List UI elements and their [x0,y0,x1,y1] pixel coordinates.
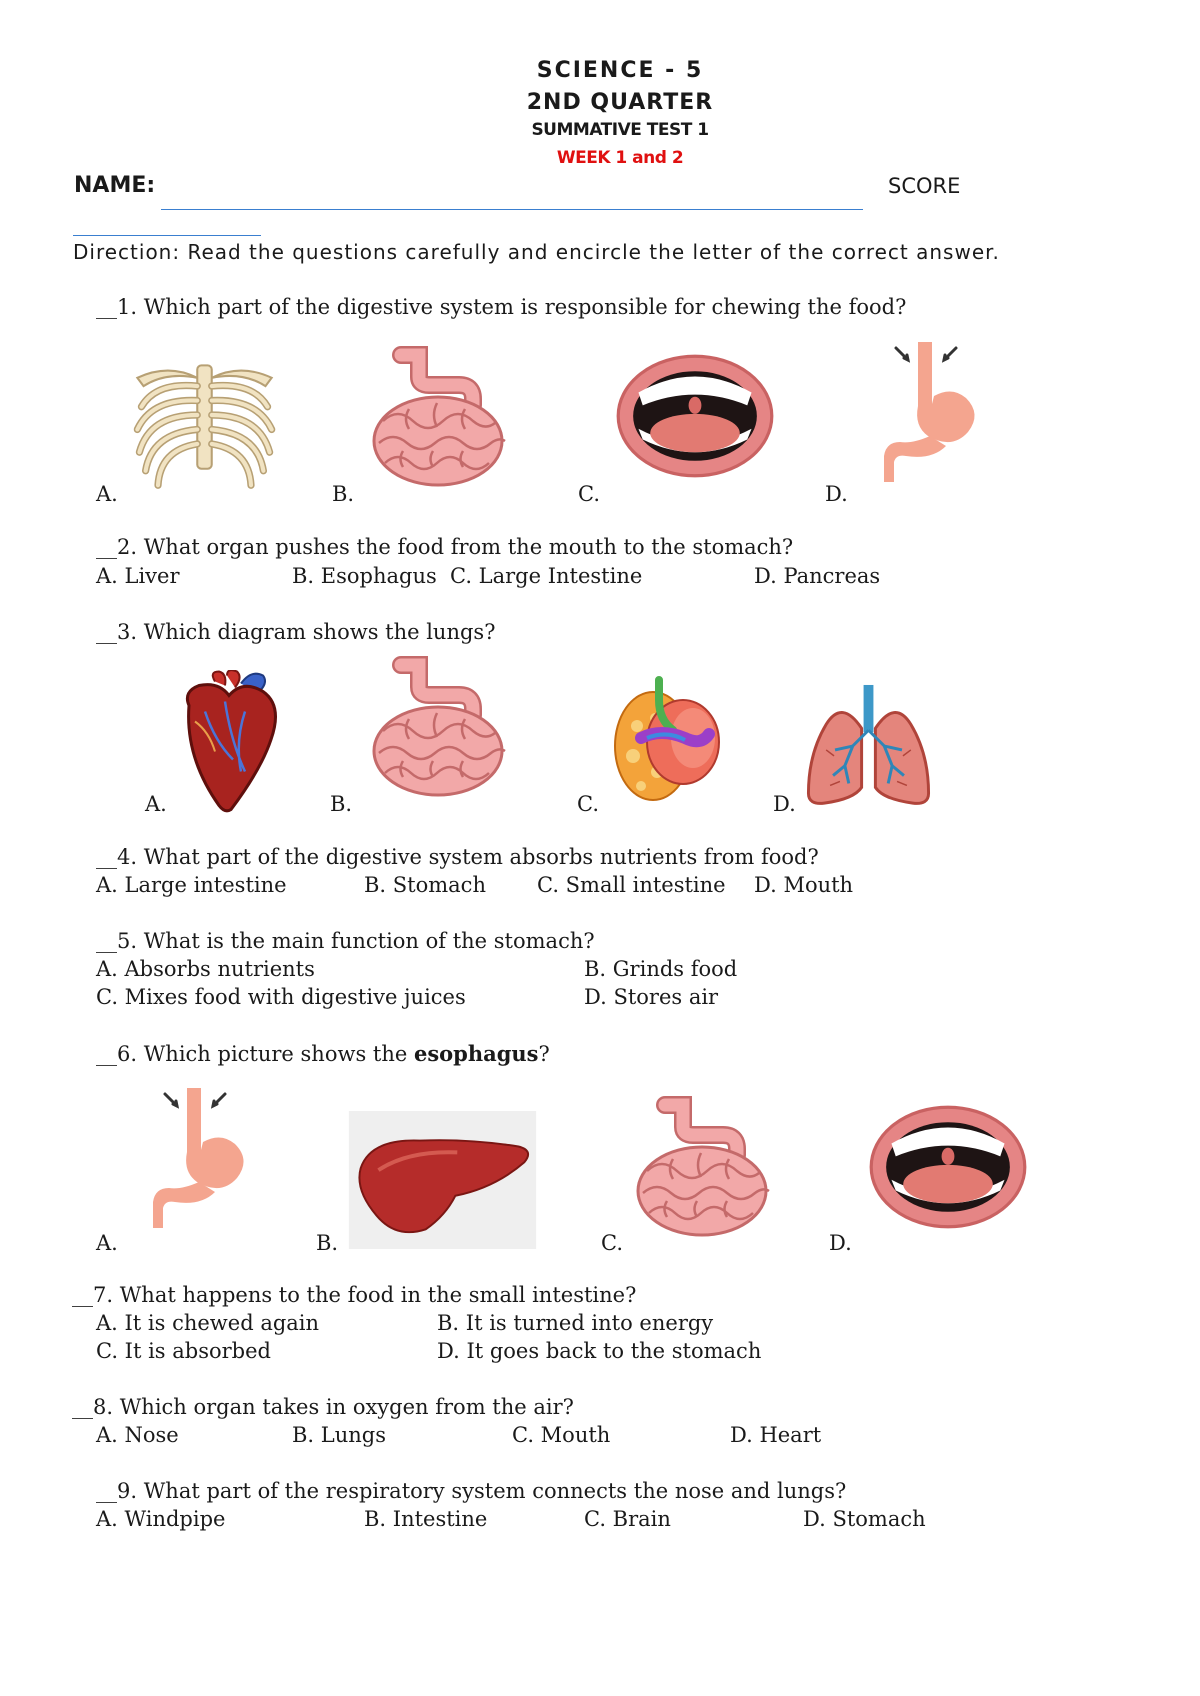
option-2b[interactable]: B. Esophagus [292,564,437,588]
question-5: __5. What is the main function of the stomach? [96,929,595,953]
intestine-icon[interactable] [363,341,513,501]
option-1a[interactable]: A. [96,482,118,506]
option-7c[interactable]: C. It is absorbed [96,1339,271,1363]
option-3b[interactable]: B. [330,792,353,816]
intestine-icon[interactable] [627,1091,777,1251]
option-4a[interactable]: A. Large intestine [96,873,287,897]
option-8b[interactable]: B. Lungs [292,1423,386,1447]
option-6d[interactable]: D. [829,1231,852,1255]
pancreas-icon[interactable] [607,674,727,808]
option-6c[interactable]: C. [601,1231,623,1255]
name-label: NAME: [74,173,156,198]
option-2c[interactable]: C. Large Intestine [450,564,643,588]
option-6b[interactable]: B. [316,1231,339,1255]
question-6-end: ? [538,1042,550,1066]
score-line[interactable] [73,235,261,236]
option-5a[interactable]: A. Absorbs nutrients [96,957,315,981]
question-1: __1. Which part of the digestive system is responsible for chewing the food? [96,295,907,319]
option-7d[interactable]: D. It goes back to the stomach [437,1339,762,1363]
question-6-keyword: esophagus [413,1041,539,1066]
option-9c[interactable]: C. Brain [584,1507,671,1531]
mouth-icon[interactable] [868,1101,1028,1233]
option-8c[interactable]: C. Mouth [512,1423,611,1447]
question-2: __2. What organ pushes the food from the mouth to the stomach? [96,535,794,559]
option-5d[interactable]: D. Stores air [584,985,719,1009]
option-2d[interactable]: D. Pancreas [754,564,881,588]
liver-icon[interactable] [345,1111,540,1249]
ribcage-icon[interactable] [127,362,282,499]
option-4b[interactable]: B. Stomach [364,873,486,897]
week-title: WEEK 1 and 2 [556,148,684,168]
option-8d[interactable]: D. Heart [730,1423,822,1447]
option-4c[interactable]: C. Small intestine [537,873,726,897]
lungs-icon[interactable] [802,683,935,811]
question-7: __7. What happens to the food in the small intestine? [72,1283,637,1307]
option-3d[interactable]: D. [773,792,796,816]
option-3a[interactable]: A. [145,792,167,816]
mouth-icon[interactable] [615,350,775,482]
option-9d[interactable]: D. Stomach [803,1507,926,1531]
esophagus-stomach-icon[interactable] [874,339,984,491]
quarter-title: 2ND QUARTER [526,90,714,115]
option-8a[interactable]: A. Nose [96,1423,179,1447]
option-4d[interactable]: D. Mouth [754,873,854,897]
subject-title: SCIENCE - 5 [536,58,704,83]
esophagus-stomach-icon[interactable] [143,1085,253,1237]
option-7a[interactable]: A. It is chewed again [96,1311,320,1335]
option-1c[interactable]: C. [578,482,600,506]
question-8: __8. Which organ takes in oxygen from the air? [72,1395,574,1419]
option-3c[interactable]: C. [577,792,599,816]
option-1d[interactable]: D. [825,482,848,506]
heart-icon[interactable] [175,670,285,813]
option-2a[interactable]: A. Liver [96,564,180,588]
option-5c[interactable]: C. Mixes food with digestive juices [96,985,466,1009]
option-9b[interactable]: B. Intestine [364,1507,488,1531]
option-5b[interactable]: B. Grinds food [584,957,738,981]
score-label: SCORE [888,174,961,198]
question-6 [96,1041,550,1066]
intestine-icon[interactable] [363,651,513,811]
question-6-text: __6. Which picture shows the [96,1042,414,1066]
test-title: SUMMATIVE TEST 1 [531,120,709,140]
question-9: __9. What part of the respiratory system connects the nose and lungs? [96,1479,847,1503]
option-6a[interactable]: A. [96,1231,118,1255]
name-line[interactable] [161,209,863,210]
question-4: __4. What part of the digestive system absorbs nutrients from food? [96,845,819,869]
direction-text: Direction: Read the questions carefully and encircle the letter of the correct answer. [73,240,1000,264]
option-9a[interactable]: A. Windpipe [96,1507,226,1531]
option-7b[interactable]: B. It is turned into energy [437,1311,714,1335]
option-1b[interactable]: B. [332,482,355,506]
question-3: __3. Which diagram shows the lungs? [96,620,496,644]
